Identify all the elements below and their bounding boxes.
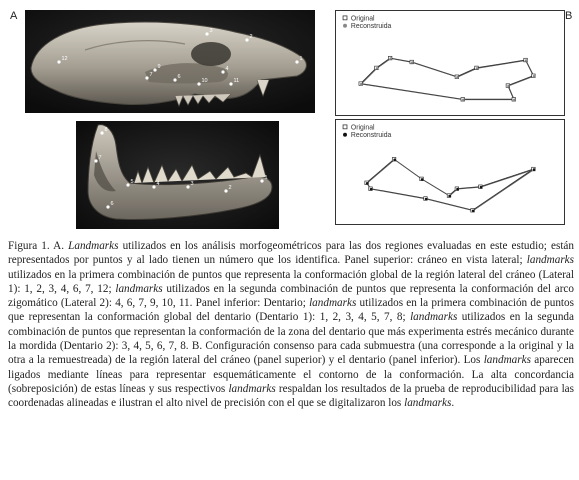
- landmark-point: [229, 82, 232, 85]
- landmark-reconstructed: [507, 85, 510, 88]
- landmark-point: [197, 82, 200, 85]
- outline-reconstructed: [361, 59, 534, 100]
- landmark-point: [152, 185, 155, 188]
- legend-marker-reconstructed: [343, 24, 347, 28]
- landmark-point: [186, 185, 189, 188]
- legend-label-original: Original: [350, 15, 375, 23]
- legend-marker-original: [343, 125, 347, 129]
- landmark-point: [153, 68, 156, 71]
- legend-marker-reconstructed: [343, 133, 347, 137]
- landmark-reconstructed: [411, 61, 414, 64]
- landmark-reconstructed: [425, 198, 428, 201]
- caption-term: landmarks: [483, 354, 531, 367]
- caption-term: landmarks: [404, 397, 452, 410]
- legend-label-reconstructed: Reconstruida: [350, 132, 392, 140]
- landmark-label: 4: [156, 181, 160, 187]
- panel-b-letter: B: [565, 10, 573, 22]
- landmark-label: 6: [110, 201, 114, 207]
- landmark-point: [145, 76, 148, 79]
- landmark-reconstructed: [360, 83, 363, 86]
- caption-text: utilizados en la primera combinación de puntos que representan la conformación global del dentario (Dentario 1): 1, 2, 3, 4, 5, 7, 8;: [8, 297, 574, 324]
- landmark-label: 1: [264, 175, 268, 181]
- consensus-outline: [359, 56, 535, 101]
- landmark-reconstructed: [513, 99, 516, 102]
- caption-term: Landmarks: [68, 240, 119, 252]
- legend-label-original: Original: [350, 124, 375, 132]
- consensus-plot-mandible: [335, 119, 565, 225]
- landmark-reconstructed: [421, 178, 424, 181]
- landmark-label: 5: [130, 179, 134, 185]
- landmark-point: [224, 189, 227, 192]
- caption-term: landmarks: [309, 297, 357, 310]
- caption-text: Figura 1. A.: [8, 240, 69, 252]
- landmark-label: 6: [177, 74, 181, 80]
- caption-term: landmarks: [526, 254, 574, 267]
- landmark-label: 7: [98, 155, 102, 161]
- caption-text: .: [451, 397, 455, 410]
- legend-label-reconstructed: Reconstruida: [350, 23, 392, 31]
- consensus-outline: [365, 157, 535, 212]
- landmark-reconstructed: [456, 188, 459, 191]
- caption-term: landmarks: [228, 382, 276, 395]
- landmark-reconstructed: [462, 99, 465, 102]
- panel-a-letter: A: [10, 10, 18, 22]
- landmark-label: 4: [225, 66, 229, 72]
- landmark-reconstructed: [525, 59, 528, 62]
- landmark-label: 1: [299, 56, 303, 62]
- caption-text: utilizados en la segunda combinación de puntos que representa la conformación del arco zigomático (Lateral 2): 4, 6, 7, 9, 10, 11. Panel inferior: Dentario;: [8, 282, 574, 310]
- caption-text: utilizados en la segunda combinación de puntos que representan la conformación de la zona del dentario que más experimenta estrés mecánico durante la mordida (Dentario 2): 3, 4, 5, 6, 7, 8. B. Configuración consenso para cada submuestra (una corresponde a la original y la otra a la remuestreada) de la región lateral del cráneo (panel superior) y el dentario (panel inferior). Los: [8, 311, 574, 367]
- landmark-label: 3: [190, 181, 194, 187]
- landmark-reconstructed: [456, 76, 459, 79]
- landmark-reconstructed: [393, 158, 396, 161]
- landmark-label: 2: [228, 185, 232, 191]
- landmark-point: [106, 205, 109, 208]
- landmark-reconstructed: [533, 168, 536, 171]
- outline-original: [367, 159, 534, 210]
- landmark-label: 12: [61, 56, 68, 62]
- consensus-plot-skull: [335, 10, 565, 116]
- caption-text: aparecen ligados mediante líneas para representar esquemáticamente el contorno de la conformación. La alta concordancia (sobreposición) de estas líneas y sus respectivos: [8, 354, 575, 395]
- landmark-point: [173, 78, 176, 81]
- landmark-reconstructed: [366, 182, 369, 185]
- plot-legend: [343, 124, 391, 139]
- landmark-label: 3: [209, 28, 213, 34]
- caption-term: landmarks: [115, 282, 163, 295]
- outline-original: [361, 58, 534, 99]
- skull-lateral-photo: [25, 10, 315, 113]
- landmark-point: [57, 60, 60, 63]
- landmark-reconstructed: [480, 186, 483, 189]
- landmark-point: [221, 70, 224, 73]
- landmark-reconstructed: [376, 67, 379, 70]
- landmark-point: [205, 32, 208, 35]
- figure-caption: [8, 239, 574, 411]
- caption-text: respaldan los resultados de la prueba de reproducibilidad para las coordenadas alineadas e ilustran el alto nivel de precisión con el que se digitalizaron los: [8, 382, 574, 410]
- landmark-label: 8: [104, 127, 108, 133]
- legend-marker-original: [343, 16, 347, 20]
- caption-text: utilizados en la primera combinación de puntos que representa la conformación global de la región lateral del cráneo (Lateral 1): 1, 2, 3, 4, 6, 7, 12;: [8, 268, 574, 295]
- landmark-point: [94, 159, 97, 162]
- landmark-point: [260, 179, 263, 182]
- caption-text: utilizados en los análisis morfogeométricos para las dos regiones evaluadas en este estudio; están representados por puntos y al lado tienen un número que los identifica. Panel superior: cráneo en vista lateral;: [8, 240, 574, 267]
- landmark-point: [126, 183, 129, 186]
- landmark-label: 11: [233, 78, 240, 84]
- landmark-reconstructed: [533, 75, 536, 78]
- landmark-point: [100, 131, 103, 134]
- landmark-reconstructed: [472, 209, 475, 212]
- caption-term: landmarks: [410, 311, 458, 324]
- landmark-label: 7: [149, 72, 153, 78]
- landmark-label: 2: [249, 34, 253, 40]
- landmark-reconstructed: [448, 195, 451, 198]
- landmark-label: 10: [201, 78, 208, 84]
- mandible-photo: [76, 121, 279, 229]
- landmark-point: [295, 60, 298, 63]
- landmark-label: 9: [157, 64, 161, 70]
- plot-legend: [343, 15, 391, 30]
- landmark-reconstructed: [370, 188, 373, 191]
- landmark-reconstructed: [476, 67, 479, 70]
- landmark-point: [245, 38, 248, 41]
- landmark-reconstructed: [389, 57, 392, 60]
